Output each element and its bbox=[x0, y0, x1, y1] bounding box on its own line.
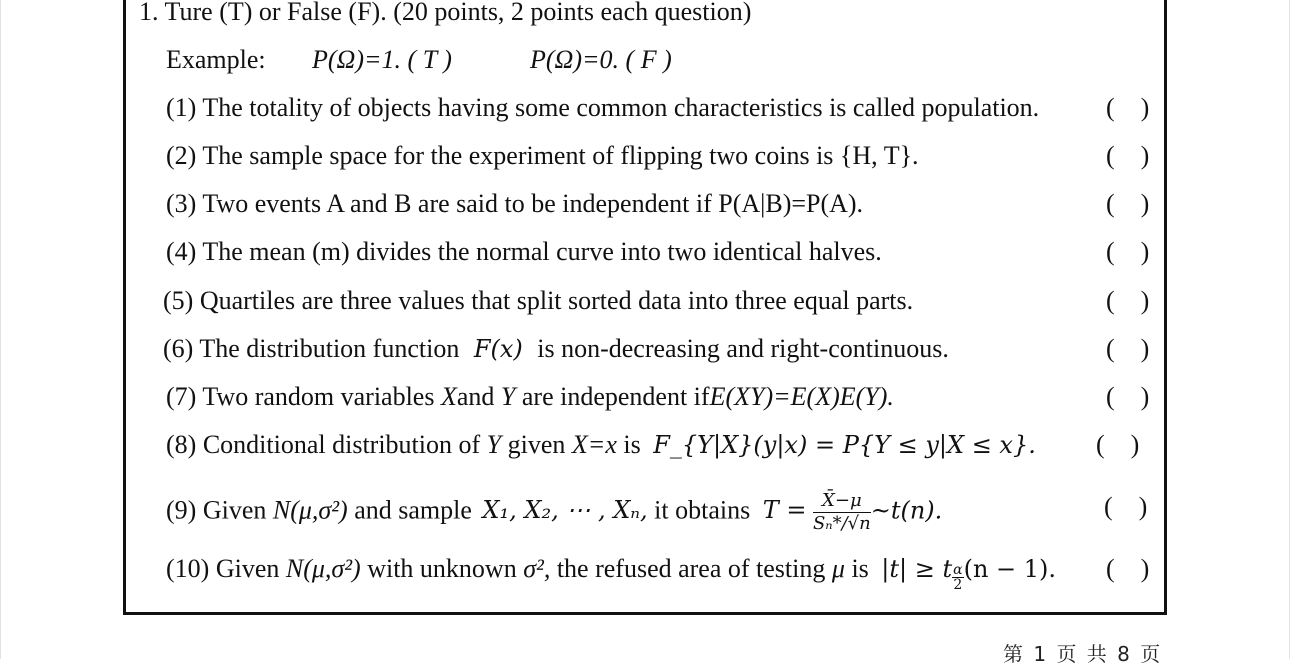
question-number: (1) bbox=[166, 93, 197, 122]
question-3 bbox=[166, 189, 863, 219]
question-number: (10) bbox=[166, 554, 210, 583]
word-is: is bbox=[851, 554, 869, 583]
section-heading: 1. Ture (T) or False (F). (20 points, 2 points each question) bbox=[139, 0, 752, 26]
word-is: is bbox=[623, 430, 641, 459]
question-7 bbox=[166, 382, 894, 412]
answer-blank-7[interactable]: ( ) bbox=[1106, 382, 1150, 411]
question-text-pre: Two random variables bbox=[202, 382, 435, 411]
expectation-formula: E(XY)=E(X)E(Y). bbox=[709, 382, 894, 411]
question-text: The sample space for the experiment of flipping two coins is {H, T}. bbox=[202, 141, 919, 170]
question-text: The mean (m) divides the normal curve into two identical halves. bbox=[202, 237, 882, 266]
fraction-denominator: Sₙ*/√n bbox=[812, 513, 871, 534]
answer-blank-9[interactable]: ( ) bbox=[1104, 492, 1148, 521]
t-statistic-lhs: T = bbox=[762, 496, 807, 525]
question-5 bbox=[163, 286, 913, 316]
mu-symbol: μ bbox=[831, 554, 845, 583]
answer-blank-5[interactable]: ( ) bbox=[1106, 286, 1150, 315]
question-6 bbox=[163, 334, 949, 364]
sample-vars: X₁, X₂, ⋯ , Xₙ, bbox=[482, 496, 648, 525]
fraction-numerator: X̄−μ bbox=[813, 492, 871, 513]
page-footer: 第 1 页 共 8 页 bbox=[1003, 642, 1163, 666]
answer-blank-6[interactable]: ( ) bbox=[1106, 334, 1150, 363]
question-text-mid: and sample bbox=[354, 495, 472, 525]
normal-distribution: N(μ,σ²) bbox=[272, 495, 348, 525]
question-number: (5) bbox=[163, 286, 194, 315]
question-text-post: is non-decreasing and right-continuous. bbox=[537, 334, 949, 363]
question-text: Quartiles are three values that split sorted data into three equal parts. bbox=[199, 286, 914, 315]
question-text: The totality of objects having some common characteristics is called population. bbox=[202, 93, 1040, 122]
question-number: (6) bbox=[163, 334, 194, 363]
question-text-pre: Given bbox=[215, 554, 280, 583]
answer-blank-4[interactable]: ( ) bbox=[1106, 237, 1150, 266]
question-10 bbox=[166, 554, 1056, 592]
question-9 bbox=[166, 492, 942, 533]
fraction-numerator: α bbox=[953, 562, 963, 578]
question-number: (9) bbox=[166, 495, 197, 525]
question-text-mid: are independent if bbox=[521, 382, 710, 411]
question-8 bbox=[166, 430, 1036, 460]
question-text-pre: Given bbox=[202, 495, 267, 525]
math-fx: F(x) bbox=[473, 335, 523, 363]
answer-blank-2[interactable]: ( ) bbox=[1106, 141, 1150, 170]
rejection-region-rhs: (n − 1). bbox=[963, 555, 1057, 583]
fraction-denominator: 2 bbox=[953, 577, 963, 593]
word-obtains: it obtains bbox=[654, 495, 751, 525]
question-text-pre: Conditional distribution of bbox=[202, 430, 481, 459]
example-label: Example: bbox=[166, 45, 266, 74]
example-item-1: P(Ω)=1. ( T ) bbox=[312, 45, 452, 74]
page-edge-left bbox=[0, 0, 1, 659]
conditional-cdf-formula: F_{Y|X}(y|x) = P{Y ≤ y|X ≤ x}. bbox=[653, 431, 1036, 459]
var-x: X bbox=[440, 382, 457, 411]
question-number: (4) bbox=[166, 237, 197, 266]
example-item-2: P(Ω)=0. ( F ) bbox=[530, 45, 672, 74]
var-y: Y bbox=[486, 430, 502, 459]
var-y: Y bbox=[500, 382, 516, 411]
answer-blank-1[interactable]: ( ) bbox=[1106, 93, 1150, 122]
word-and: and bbox=[456, 382, 495, 411]
question-text-pre: The distribution function bbox=[199, 334, 460, 363]
question-text: Two events A and B are said to be independent if P(A|B)=P(A). bbox=[202, 189, 864, 218]
sigma-squared: σ², bbox=[523, 554, 551, 583]
alpha-half-fraction bbox=[952, 563, 963, 592]
question-number: (3) bbox=[166, 189, 197, 218]
question-number: (8) bbox=[166, 430, 197, 459]
question-1 bbox=[166, 93, 1039, 123]
answer-blank-8[interactable]: ( ) bbox=[1096, 430, 1140, 459]
question-2 bbox=[166, 141, 919, 171]
t-statistic-rhs: ~t(n). bbox=[870, 496, 943, 525]
t-statistic-fraction bbox=[813, 492, 871, 533]
question-number: (2) bbox=[166, 141, 197, 170]
question-text-post: the refused area of testing bbox=[556, 554, 826, 583]
question-number: (7) bbox=[166, 382, 197, 411]
question-4 bbox=[166, 237, 882, 267]
condition: X=x bbox=[571, 430, 617, 459]
normal-distribution: N(μ,σ²) bbox=[285, 554, 361, 583]
answer-blank-3[interactable]: ( ) bbox=[1106, 189, 1150, 218]
question-text-mid: with unknown bbox=[367, 554, 517, 583]
word-given: given bbox=[507, 430, 566, 459]
answer-blank-10[interactable]: ( ) bbox=[1106, 554, 1150, 583]
rejection-region-lhs: |t| ≥ t bbox=[881, 555, 953, 583]
